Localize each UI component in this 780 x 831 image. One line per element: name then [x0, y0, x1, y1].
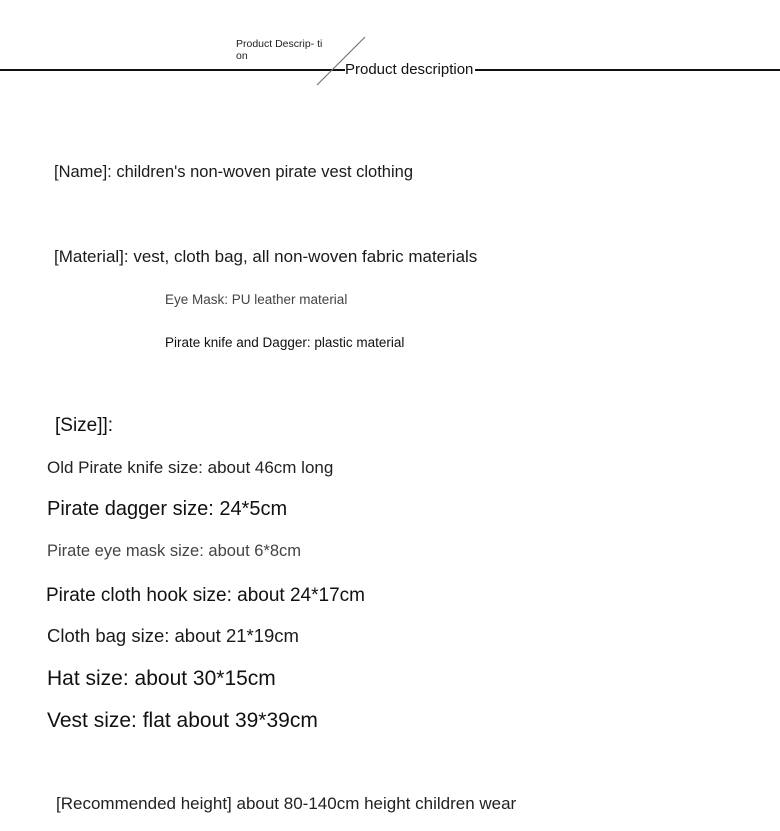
material-line: [Material]: vest, cloth bag, all non-woven fabric materials: [54, 247, 478, 266]
size-item-eye-mask: Pirate eye mask size: about 6*8cm: [47, 542, 302, 560]
size-item-hat: Hat size: about 30*15cm: [47, 667, 276, 690]
name-line: [Name]: children's non-woven pirate vest clothing: [54, 163, 413, 181]
size-item-dagger: Pirate dagger size: 24*5cm: [47, 498, 288, 520]
size-item-knife: Old Pirate knife size: about 46cm long: [47, 458, 334, 477]
size-heading: [Size]]:: [55, 415, 114, 436]
header-divider-slash: [0, 0, 780, 100]
section-title: Product description: [345, 61, 474, 78]
size-item-vest: Vest size: flat about 39*39cm: [47, 709, 318, 732]
eye-mask-material-line: Eye Mask: PU leather material: [165, 292, 348, 307]
section-label-small: Product Descrip- tion: [236, 38, 323, 62]
knife-material-line: Pirate knife and Dagger: plastic material: [165, 335, 405, 350]
size-item-cloth-hook: Pirate cloth hook size: about 24*17cm: [46, 585, 365, 606]
size-item-cloth-bag: Cloth bag size: about 21*19cm: [47, 625, 299, 646]
recommended-height-line: [Recommended height] about 80-140cm height children wear: [56, 794, 517, 813]
